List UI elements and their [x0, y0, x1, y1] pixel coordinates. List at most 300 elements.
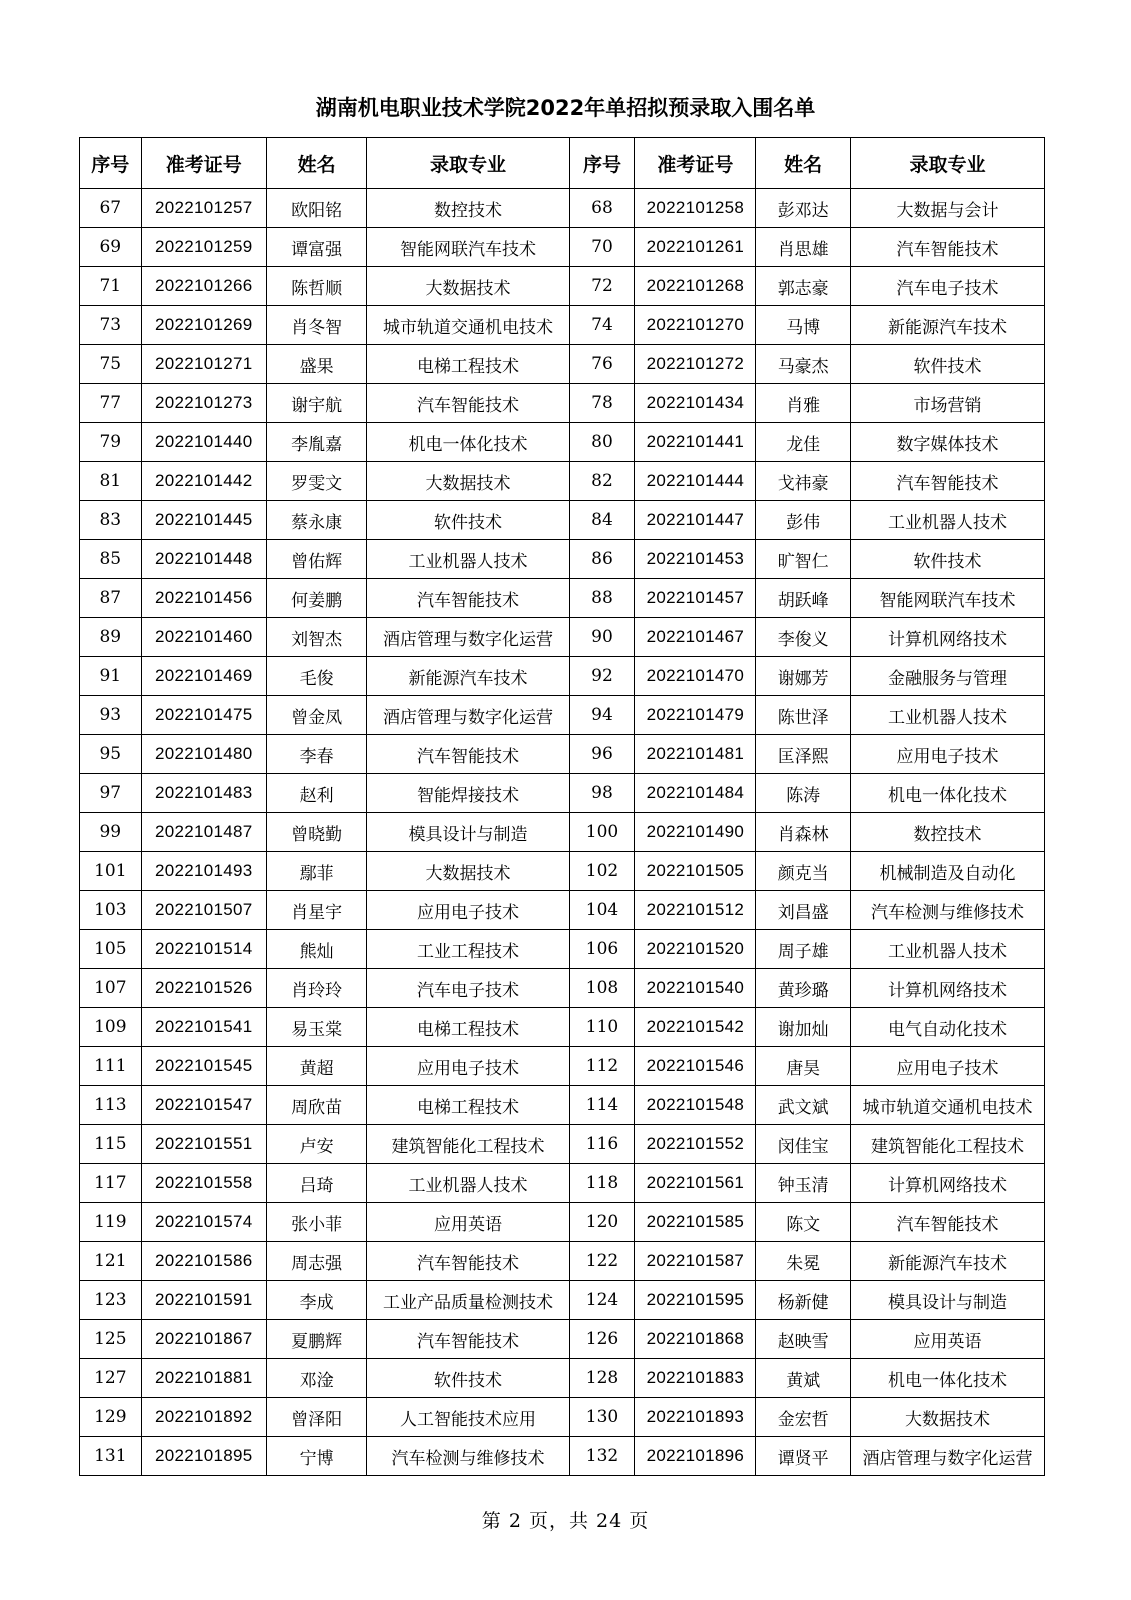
- table-row: [80, 423, 1045, 462]
- major-cell: 汽车智能技术: [367, 1320, 569, 1359]
- name-cell: 马博: [756, 306, 850, 345]
- major-cell: 数控技术: [850, 813, 1044, 852]
- major-cell: 机电一体化技术: [850, 1359, 1044, 1398]
- page-title: 湖南机电职业技术学院2022年单招拟预录取入围名单: [315, 96, 816, 120]
- major-cell: 数字媒体技术: [850, 423, 1044, 462]
- name-cell: 谢娜芳: [756, 657, 850, 696]
- exam-number-cell: 2022101480: [141, 735, 266, 774]
- exam-number-cell: 2022101558: [141, 1164, 266, 1203]
- name-cell: 欧阳铭: [266, 189, 367, 228]
- major-cell: 汽车智能技术: [850, 228, 1044, 267]
- serial-cell: 127: [80, 1359, 142, 1398]
- exam-number-cell: 2022101272: [635, 345, 756, 384]
- table-row: [80, 501, 1045, 540]
- major-cell: 智能网联汽车技术: [367, 228, 569, 267]
- serial-cell: 131: [80, 1437, 142, 1476]
- name-cell: 胡跃峰: [756, 579, 850, 618]
- exam-number-cell: 2022101469: [141, 657, 266, 696]
- major-cell: 应用电子技术: [850, 1047, 1044, 1086]
- name-cell: 夏鹏辉: [266, 1320, 367, 1359]
- exam-number-cell: 2022101551: [141, 1125, 266, 1164]
- major-cell: 大数据技术: [367, 852, 569, 891]
- serial-cell: 87: [80, 579, 142, 618]
- exam-number-cell: 2022101514: [141, 930, 266, 969]
- exam-number-cell: 2022101481: [635, 735, 756, 774]
- name-cell: 谭贤平: [756, 1437, 850, 1476]
- major-cell: 汽车电子技术: [367, 969, 569, 1008]
- major-cell: 金融服务与管理: [850, 657, 1044, 696]
- serial-cell: 92: [569, 657, 635, 696]
- exam-number-cell: 2022101257: [141, 189, 266, 228]
- table-row: [80, 657, 1045, 696]
- serial-cell: 84: [569, 501, 635, 540]
- exam-number-cell: 2022101552: [635, 1125, 756, 1164]
- name-cell: 陈世泽: [756, 696, 850, 735]
- serial-cell: 96: [569, 735, 635, 774]
- name-cell: 闵佳宝: [756, 1125, 850, 1164]
- exam-number-cell: 2022101268: [635, 267, 756, 306]
- name-cell: 金宏哲: [756, 1398, 850, 1437]
- major-cell: 人工智能技术应用: [367, 1398, 569, 1437]
- exam-number-cell: 2022101457: [635, 579, 756, 618]
- exam-number-cell: 2022101483: [141, 774, 266, 813]
- major-cell: 应用英语: [850, 1320, 1044, 1359]
- name-cell: 马豪杰: [756, 345, 850, 384]
- serial-cell: 132: [569, 1437, 635, 1476]
- major-cell: 计算机网络技术: [850, 969, 1044, 1008]
- name-cell: 宁博: [266, 1437, 367, 1476]
- name-cell: 赵利: [266, 774, 367, 813]
- table-header-row: [80, 138, 1045, 189]
- major-cell: 应用电子技术: [850, 735, 1044, 774]
- table-row: [80, 1320, 1045, 1359]
- table-row: [80, 267, 1045, 306]
- exam-number-cell: 2022101512: [635, 891, 756, 930]
- exam-number-cell: 2022101273: [141, 384, 266, 423]
- exam-number-cell: 2022101895: [141, 1437, 266, 1476]
- major-cell: 计算机网络技术: [850, 1164, 1044, 1203]
- serial-cell: 99: [80, 813, 142, 852]
- serial-cell: 119: [80, 1203, 142, 1242]
- major-cell: 汽车检测与维修技术: [367, 1437, 569, 1476]
- table-row: [80, 189, 1045, 228]
- serial-cell: 75: [80, 345, 142, 384]
- header-major: 录取专业: [367, 138, 569, 189]
- exam-number-cell: 2022101883: [635, 1359, 756, 1398]
- exam-number-cell: 2022101442: [141, 462, 266, 501]
- exam-number-cell: 2022101591: [141, 1281, 266, 1320]
- serial-cell: 90: [569, 618, 635, 657]
- name-cell: 刘智杰: [266, 618, 367, 657]
- serial-cell: 108: [569, 969, 635, 1008]
- serial-cell: 80: [569, 423, 635, 462]
- table-row: [80, 1008, 1045, 1047]
- name-cell: 谢宇航: [266, 384, 367, 423]
- major-cell: 汽车智能技术: [367, 735, 569, 774]
- major-cell: 应用电子技术: [367, 891, 569, 930]
- serial-cell: 126: [569, 1320, 635, 1359]
- header-major: 录取专业: [850, 138, 1044, 189]
- serial-cell: 73: [80, 306, 142, 345]
- major-cell: 工业机器人技术: [367, 540, 569, 579]
- exam-number-cell: 2022101540: [635, 969, 756, 1008]
- table-row: [80, 1125, 1045, 1164]
- serial-cell: 95: [80, 735, 142, 774]
- exam-number-cell: 2022101434: [635, 384, 756, 423]
- major-cell: 城市轨道交通机电技术: [367, 306, 569, 345]
- header-serial: 序号: [569, 138, 635, 189]
- name-cell: 曾金凤: [266, 696, 367, 735]
- serial-cell: 78: [569, 384, 635, 423]
- serial-cell: 76: [569, 345, 635, 384]
- name-cell: 彭伟: [756, 501, 850, 540]
- table-row: [80, 930, 1045, 969]
- name-cell: 李成: [266, 1281, 367, 1320]
- major-cell: 大数据技术: [850, 1398, 1044, 1437]
- name-cell: 郭志豪: [756, 267, 850, 306]
- name-cell: 肖星宇: [266, 891, 367, 930]
- major-cell: 数控技术: [367, 189, 569, 228]
- table-row: [80, 462, 1045, 501]
- name-cell: 黄珍璐: [756, 969, 850, 1008]
- exam-number-cell: 2022101470: [635, 657, 756, 696]
- table-row: [80, 579, 1045, 618]
- exam-number-cell: 2022101867: [141, 1320, 266, 1359]
- serial-cell: 68: [569, 189, 635, 228]
- table-row: [80, 852, 1045, 891]
- exam-number-cell: 2022101893: [635, 1398, 756, 1437]
- serial-cell: 74: [569, 306, 635, 345]
- exam-number-cell: 2022101460: [141, 618, 266, 657]
- exam-number-cell: 2022101507: [141, 891, 266, 930]
- table-row: [80, 345, 1045, 384]
- serial-cell: 91: [80, 657, 142, 696]
- exam-number-cell: 2022101892: [141, 1398, 266, 1437]
- serial-cell: 72: [569, 267, 635, 306]
- name-cell: 张小菲: [266, 1203, 367, 1242]
- name-cell: 旷智仁: [756, 540, 850, 579]
- name-cell: 赵映雪: [756, 1320, 850, 1359]
- major-cell: 汽车智能技术: [850, 1203, 1044, 1242]
- name-cell: 肖玲玲: [266, 969, 367, 1008]
- serial-cell: 101: [80, 852, 142, 891]
- table-row: [80, 1359, 1045, 1398]
- exam-number-cell: 2022101520: [635, 930, 756, 969]
- serial-cell: 88: [569, 579, 635, 618]
- name-cell: 杨新健: [756, 1281, 850, 1320]
- serial-cell: 77: [80, 384, 142, 423]
- serial-cell: 116: [569, 1125, 635, 1164]
- serial-cell: 120: [569, 1203, 635, 1242]
- serial-cell: 93: [80, 696, 142, 735]
- serial-cell: 112: [569, 1047, 635, 1086]
- major-cell: 模具设计与制造: [367, 813, 569, 852]
- major-cell: 市场营销: [850, 384, 1044, 423]
- major-cell: 酒店管理与数字化运营: [367, 696, 569, 735]
- table-row: [80, 1164, 1045, 1203]
- serial-cell: 123: [80, 1281, 142, 1320]
- name-cell: 盛果: [266, 345, 367, 384]
- table-row: [80, 774, 1045, 813]
- major-cell: 应用电子技术: [367, 1047, 569, 1086]
- name-cell: 何姜鹏: [266, 579, 367, 618]
- name-cell: 刘昌盛: [756, 891, 850, 930]
- major-cell: 计算机网络技术: [850, 618, 1044, 657]
- serial-cell: 79: [80, 423, 142, 462]
- header-name: 姓名: [756, 138, 850, 189]
- serial-cell: 115: [80, 1125, 142, 1164]
- header-exam-number: 准考证号: [635, 138, 756, 189]
- exam-number-cell: 2022101545: [141, 1047, 266, 1086]
- major-cell: 汽车检测与维修技术: [850, 891, 1044, 930]
- table-row: [80, 891, 1045, 930]
- exam-number-cell: 2022101487: [141, 813, 266, 852]
- name-cell: 周志强: [266, 1242, 367, 1281]
- major-cell: 工业机器人技术: [850, 930, 1044, 969]
- major-cell: 软件技术: [367, 501, 569, 540]
- serial-cell: 121: [80, 1242, 142, 1281]
- major-cell: 模具设计与制造: [850, 1281, 1044, 1320]
- name-cell: 唐昊: [756, 1047, 850, 1086]
- table-row: [80, 696, 1045, 735]
- name-cell: 罗雯文: [266, 462, 367, 501]
- exam-number-cell: 2022101493: [141, 852, 266, 891]
- major-cell: 电梯工程技术: [367, 345, 569, 384]
- name-cell: 彭邓达: [756, 189, 850, 228]
- exam-number-cell: 2022101456: [141, 579, 266, 618]
- exam-number-cell: 2022101505: [635, 852, 756, 891]
- name-cell: 陈文: [756, 1203, 850, 1242]
- exam-number-cell: 2022101896: [635, 1437, 756, 1476]
- table-row: [80, 228, 1045, 267]
- table-row: [80, 969, 1045, 1008]
- major-cell: 机械制造及自动化: [850, 852, 1044, 891]
- major-cell: 大数据与会计: [850, 189, 1044, 228]
- serial-cell: 130: [569, 1398, 635, 1437]
- serial-cell: 117: [80, 1164, 142, 1203]
- exam-number-cell: 2022101542: [635, 1008, 756, 1047]
- name-cell: 戈祎豪: [756, 462, 850, 501]
- exam-number-cell: 2022101440: [141, 423, 266, 462]
- major-cell: 智能焊接技术: [367, 774, 569, 813]
- name-cell: 毛俊: [266, 657, 367, 696]
- major-cell: 汽车智能技术: [367, 579, 569, 618]
- serial-cell: 103: [80, 891, 142, 930]
- serial-cell: 105: [80, 930, 142, 969]
- exam-number-cell: 2022101453: [635, 540, 756, 579]
- name-cell: 匡泽熙: [756, 735, 850, 774]
- exam-number-cell: 2022101587: [635, 1242, 756, 1281]
- exam-number-cell: 2022101585: [635, 1203, 756, 1242]
- serial-cell: 107: [80, 969, 142, 1008]
- name-cell: 邓淦: [266, 1359, 367, 1398]
- exam-number-cell: 2022101548: [635, 1086, 756, 1125]
- serial-cell: 114: [569, 1086, 635, 1125]
- name-cell: 曾泽阳: [266, 1398, 367, 1437]
- table-row: [80, 306, 1045, 345]
- header-serial: 序号: [80, 138, 142, 189]
- serial-cell: 71: [80, 267, 142, 306]
- serial-cell: 106: [569, 930, 635, 969]
- table-row: [80, 618, 1045, 657]
- name-cell: 肖思雄: [756, 228, 850, 267]
- name-cell: 周子雄: [756, 930, 850, 969]
- name-cell: 肖森林: [756, 813, 850, 852]
- name-cell: 谢加灿: [756, 1008, 850, 1047]
- table-row: [80, 735, 1045, 774]
- serial-cell: 129: [80, 1398, 142, 1437]
- major-cell: 汽车电子技术: [850, 267, 1044, 306]
- name-cell: 肖雅: [756, 384, 850, 423]
- table-row: [80, 384, 1045, 423]
- name-cell: 李春: [266, 735, 367, 774]
- serial-cell: 128: [569, 1359, 635, 1398]
- serial-cell: 82: [569, 462, 635, 501]
- exam-number-cell: 2022101467: [635, 618, 756, 657]
- exam-number-cell: 2022101541: [141, 1008, 266, 1047]
- exam-number-cell: 2022101270: [635, 306, 756, 345]
- serial-cell: 113: [80, 1086, 142, 1125]
- exam-number-cell: 2022101266: [141, 267, 266, 306]
- name-cell: 龙佳: [756, 423, 850, 462]
- exam-number-cell: 2022101271: [141, 345, 266, 384]
- major-cell: 大数据技术: [367, 462, 569, 501]
- admission-table: [79, 137, 1045, 1476]
- serial-cell: 98: [569, 774, 635, 813]
- name-cell: 颜克当: [756, 852, 850, 891]
- name-cell: 谭富强: [266, 228, 367, 267]
- serial-cell: 109: [80, 1008, 142, 1047]
- major-cell: 电梯工程技术: [367, 1008, 569, 1047]
- table-row: [80, 540, 1045, 579]
- name-cell: 易玉棠: [266, 1008, 367, 1047]
- serial-cell: 85: [80, 540, 142, 579]
- exam-number-cell: 2022101269: [141, 306, 266, 345]
- name-cell: 熊灿: [266, 930, 367, 969]
- major-cell: 酒店管理与数字化运营: [850, 1437, 1044, 1476]
- major-cell: 新能源汽车技术: [850, 306, 1044, 345]
- name-cell: 陈哲顺: [266, 267, 367, 306]
- table-row: [80, 1242, 1045, 1281]
- name-cell: 李俊义: [756, 618, 850, 657]
- serial-cell: 67: [80, 189, 142, 228]
- major-cell: 工业产品质量检测技术: [367, 1281, 569, 1320]
- major-cell: 新能源汽车技术: [367, 657, 569, 696]
- name-cell: 吕琦: [266, 1164, 367, 1203]
- exam-number-cell: 2022101441: [635, 423, 756, 462]
- name-cell: 朱冕: [756, 1242, 850, 1281]
- serial-cell: 97: [80, 774, 142, 813]
- exam-number-cell: 2022101595: [635, 1281, 756, 1320]
- major-cell: 软件技术: [850, 345, 1044, 384]
- major-cell: 电梯工程技术: [367, 1086, 569, 1125]
- name-cell: 曾晓勤: [266, 813, 367, 852]
- name-cell: 钟玉清: [756, 1164, 850, 1203]
- table-row: [80, 1437, 1045, 1476]
- major-cell: 软件技术: [367, 1359, 569, 1398]
- serial-cell: 125: [80, 1320, 142, 1359]
- exam-number-cell: 2022101561: [635, 1164, 756, 1203]
- exam-number-cell: 2022101445: [141, 501, 266, 540]
- serial-cell: 102: [569, 852, 635, 891]
- table-row: [80, 1203, 1045, 1242]
- exam-number-cell: 2022101444: [635, 462, 756, 501]
- serial-cell: 110: [569, 1008, 635, 1047]
- name-cell: 陈涛: [756, 774, 850, 813]
- major-cell: 电气自动化技术: [850, 1008, 1044, 1047]
- exam-number-cell: 2022101586: [141, 1242, 266, 1281]
- name-cell: 武文斌: [756, 1086, 850, 1125]
- table-row: [80, 813, 1045, 852]
- name-cell: 黄超: [266, 1047, 367, 1086]
- serial-cell: 100: [569, 813, 635, 852]
- serial-cell: 111: [80, 1047, 142, 1086]
- serial-cell: 69: [80, 228, 142, 267]
- name-cell: 曾佑辉: [266, 540, 367, 579]
- major-cell: 软件技术: [850, 540, 1044, 579]
- header-name: 姓名: [266, 138, 367, 189]
- major-cell: 汽车智能技术: [367, 1242, 569, 1281]
- major-cell: 汽车智能技术: [367, 384, 569, 423]
- major-cell: 智能网联汽车技术: [850, 579, 1044, 618]
- serial-cell: 89: [80, 618, 142, 657]
- major-cell: 城市轨道交通机电技术: [850, 1086, 1044, 1125]
- major-cell: 机电一体化技术: [367, 423, 569, 462]
- serial-cell: 94: [569, 696, 635, 735]
- exam-number-cell: 2022101574: [141, 1203, 266, 1242]
- serial-cell: 104: [569, 891, 635, 930]
- exam-number-cell: 2022101484: [635, 774, 756, 813]
- table-row: [80, 1047, 1045, 1086]
- major-cell: 工业机器人技术: [850, 696, 1044, 735]
- exam-number-cell: 2022101547: [141, 1086, 266, 1125]
- major-cell: 汽车智能技术: [850, 462, 1044, 501]
- name-cell: 肖冬智: [266, 306, 367, 345]
- major-cell: 工业工程技术: [367, 930, 569, 969]
- major-cell: 建筑智能化工程技术: [850, 1125, 1044, 1164]
- exam-number-cell: 2022101447: [635, 501, 756, 540]
- serial-cell: 86: [569, 540, 635, 579]
- header-exam-number: 准考证号: [141, 138, 266, 189]
- exam-number-cell: 2022101479: [635, 696, 756, 735]
- major-cell: 工业机器人技术: [367, 1164, 569, 1203]
- exam-number-cell: 2022101490: [635, 813, 756, 852]
- exam-number-cell: 2022101258: [635, 189, 756, 228]
- exam-number-cell: 2022101475: [141, 696, 266, 735]
- major-cell: 大数据技术: [367, 267, 569, 306]
- name-cell: 蔡永康: [266, 501, 367, 540]
- table-row: [80, 1281, 1045, 1320]
- table-row: [80, 1398, 1045, 1437]
- major-cell: 应用英语: [367, 1203, 569, 1242]
- major-cell: 酒店管理与数字化运营: [367, 618, 569, 657]
- name-cell: 黄斌: [756, 1359, 850, 1398]
- exam-number-cell: 2022101526: [141, 969, 266, 1008]
- major-cell: 建筑智能化工程技术: [367, 1125, 569, 1164]
- major-cell: 新能源汽车技术: [850, 1242, 1044, 1281]
- major-cell: 工业机器人技术: [850, 501, 1044, 540]
- exam-number-cell: 2022101259: [141, 228, 266, 267]
- name-cell: 李胤嘉: [266, 423, 367, 462]
- serial-cell: 122: [569, 1242, 635, 1281]
- exam-number-cell: 2022101868: [635, 1320, 756, 1359]
- serial-cell: 70: [569, 228, 635, 267]
- exam-number-cell: 2022101448: [141, 540, 266, 579]
- serial-cell: 81: [80, 462, 142, 501]
- serial-cell: 124: [569, 1281, 635, 1320]
- exam-number-cell: 2022101261: [635, 228, 756, 267]
- serial-cell: 83: [80, 501, 142, 540]
